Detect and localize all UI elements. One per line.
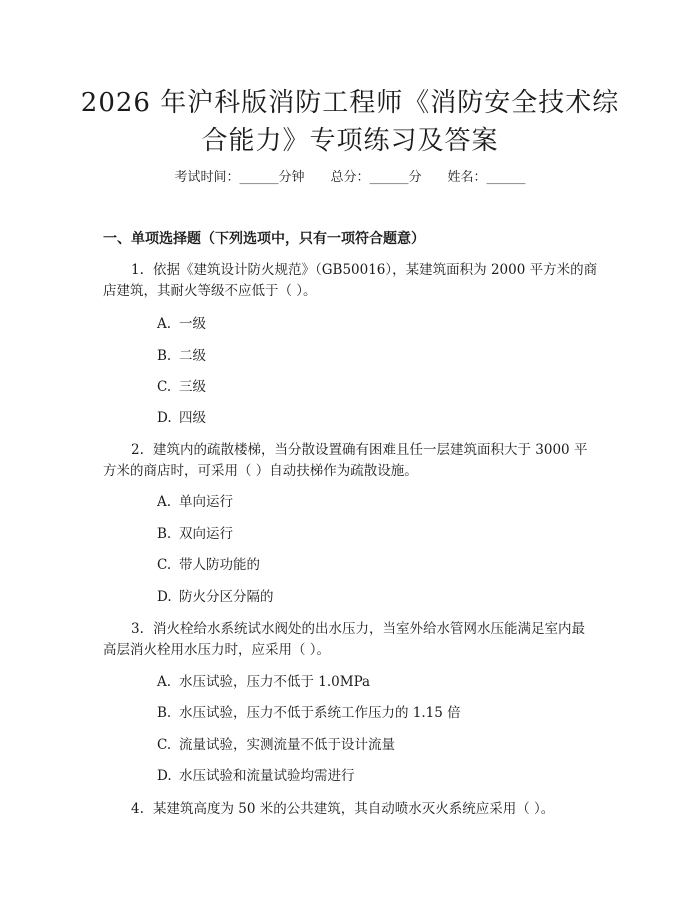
question-text-line-1: 建筑内的疏散楼梯，当分散设置确有困难且任一层建筑面积大于 3000 平	[153, 442, 588, 458]
option-letter: D.	[157, 410, 172, 426]
option-text: 带人防功能的	[179, 557, 260, 573]
option-letter: B.	[157, 348, 172, 364]
option-text: 四级	[179, 410, 206, 426]
question-text-line-2: 店建筑，其耐火等级不应低于（ ）。	[103, 283, 317, 299]
option-3c[interactable]	[157, 735, 395, 755]
question-text-line-1: 消火栓给水系统试水阀处的出水压力，当室外给水管网水压能满足室内最	[153, 621, 585, 637]
option-2c[interactable]	[157, 555, 260, 575]
option-3b[interactable]	[157, 703, 461, 723]
option-1d[interactable]	[157, 408, 206, 428]
option-1c[interactable]	[157, 377, 206, 397]
option-3d[interactable]	[157, 766, 355, 786]
option-2a[interactable]	[157, 492, 233, 512]
option-3a[interactable]	[157, 672, 370, 692]
option-2d[interactable]	[157, 587, 274, 607]
option-text: 流量试验，实测流量不低于设计流量	[179, 737, 395, 753]
option-text: 水压试验，压力不低于系统工作压力的 1.15 倍	[179, 705, 461, 721]
exam-info	[0, 169, 700, 187]
document-title-line-2: 合能力》专项练习及答案	[201, 126, 499, 156]
question-number: 4.	[131, 801, 144, 817]
question-number: 3.	[131, 621, 144, 637]
option-1b[interactable]	[157, 346, 206, 366]
option-text: 水压试验，压力不低于 1.0MPa	[179, 674, 371, 690]
option-text: 三级	[179, 379, 206, 395]
option-letter: B.	[157, 526, 172, 542]
question-4	[103, 799, 603, 820]
question-3	[103, 619, 603, 661]
question-1	[103, 260, 603, 302]
name-field: 姓名：______	[447, 170, 526, 185]
option-letter: B.	[157, 705, 172, 721]
option-2b[interactable]	[157, 524, 233, 544]
option-text: 水压试验和流量试验均需进行	[179, 768, 355, 784]
option-letter: C.	[157, 557, 172, 573]
total-score-field: 总分：______分	[330, 170, 422, 185]
option-letter: A.	[157, 316, 172, 332]
exam-time-field: 考试时间：______分钟	[174, 170, 305, 185]
option-text: 二级	[179, 348, 206, 364]
option-letter: D.	[157, 589, 172, 605]
option-letter: A.	[157, 494, 172, 510]
option-letter: C.	[157, 737, 172, 753]
question-number: 1.	[131, 262, 144, 278]
option-letter: A.	[157, 674, 172, 690]
option-1a[interactable]	[157, 314, 206, 334]
question-text-line-1: 依据《建筑设计防火规范》（GB50016），某建筑面积为 2000 平方米的商	[153, 262, 598, 278]
question-text-line-2: 方米的商店时，可采用（ ）自动扶梯作为疏散设施。	[103, 463, 418, 479]
option-letter: C.	[157, 379, 172, 395]
option-letter: D.	[157, 768, 172, 784]
option-text: 单向运行	[179, 494, 233, 510]
question-text-line-1: 某建筑高度为 50 米的公共建筑，其自动喷水灭火系统应采用（ ）。	[153, 801, 555, 817]
option-text: 一级	[179, 316, 206, 332]
question-2	[103, 440, 603, 482]
option-text: 双向运行	[179, 526, 233, 542]
section-heading: 一、单项选择题（下列选项中，只有一项符合题意）	[103, 231, 425, 247]
question-text-line-2: 高层消火栓用水压力时，应采用（ ）。	[103, 642, 331, 658]
document-title-line-1: 2026 年沪科版消防工程师《消防安全技术综	[80, 88, 620, 118]
question-number: 2.	[131, 442, 144, 458]
option-text: 防火分区分隔的	[179, 589, 274, 605]
